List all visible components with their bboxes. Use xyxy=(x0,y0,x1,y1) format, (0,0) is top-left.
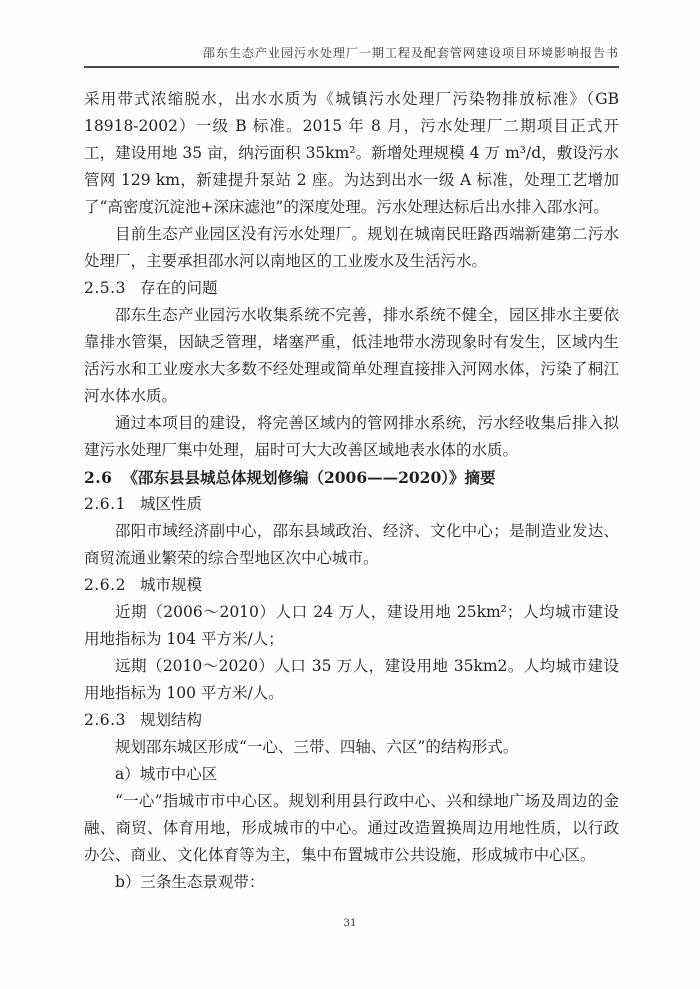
section-heading-2-6 xyxy=(84,464,619,491)
section-heading-2-6-3 xyxy=(84,707,619,734)
paragraph: 远期（2010～2020）人口 35 万人，建设用地 35km2。人均城市建设用地指标为 100 平方米/人。 xyxy=(84,657,619,702)
list-item-a: a）城市中心区 xyxy=(115,765,218,783)
paragraph-continued: 采用带式浓缩脱水，出水水质为《城镇污水处理厂污染物排放标准》（GB 18918-2002）一级 B 标准。2015 年 8 月，污水处理厂二期项目正式开工，建设用地 35 亩，纳污面积 35km²。新增处理规模 4 万 m³/d，敷设污水管网 129 km，新建提升泵站 2 座。为达到出水一级 A 标准，处理工艺增加了“高密度沉淀池+深床滤池”的深度处理。污水处理达标后出水排入邵水河。 xyxy=(84,90,619,216)
section-number: 2.6.2 xyxy=(84,576,126,594)
paragraph: 近期（2006～2010）人口 24 万人，建设用地 25km²；人均城市建设用地指标为 104 平方米/人； xyxy=(84,603,619,648)
section-heading-2-6-1 xyxy=(84,491,619,518)
section-title: 规划结构 xyxy=(139,711,202,729)
document-body xyxy=(84,86,619,896)
section-number: 2.6.3 xyxy=(84,711,126,729)
page-number: 31 xyxy=(343,917,357,929)
page-header xyxy=(84,44,619,68)
header-title: 邵东生态产业园污水处理厂一期工程及配套管网建设项目环境影响报告书 xyxy=(202,46,619,60)
paragraph: “一心”指城市市中心区。规划利用县行政中心、兴和绿地广场及周边的金融、商贸、体育用地，形成城市的中心。通过改造置换周边用地性质，以行政办公、商业、文化体育等为主，集中布置城市公共设施，形成城市中心区。 xyxy=(84,792,619,864)
section-title: 《邵东县县城总体规划修编（2006——2020）》摘要 xyxy=(122,468,496,487)
section-title: 城市规模 xyxy=(139,576,202,594)
page-footer xyxy=(0,917,700,929)
section-number: 2.5.3 xyxy=(84,279,126,297)
section-number: 2.6 xyxy=(84,468,113,487)
paragraph: 邵阳市域经济副中心，邵东县域政治、经济、文化中心；是制造业发达、商贸流通业繁荣的综合型地区次中心城市。 xyxy=(84,522,619,567)
paragraph: 目前生态产业园区没有污水处理厂。规划在城南民旺路西端新建第二污水处理厂，主要承担邵水河以南地区的工业废水及生活污水。 xyxy=(84,225,619,270)
section-heading-2-5-3 xyxy=(84,275,619,302)
paragraph: 通过本项目的建设，将完善区域内的管网排水系统，污水经收集后排入拟建污水处理厂集中处理，届时可大大改善区域地表水体的水质。 xyxy=(84,414,619,459)
section-heading-2-6-2 xyxy=(84,572,619,599)
paragraph: 规划邵东城区形成“一心、三带、四轴、六区”的结构形式。 xyxy=(115,738,519,756)
section-number: 2.6.1 xyxy=(84,495,126,513)
section-title: 存在的问题 xyxy=(139,279,218,297)
paragraph: 邵东生态产业园污水收集系统不完善，排水系统不健全，园区排水主要依靠排水管渠，因缺乏管理，堵塞严重，低洼地带水涝现象时有发生，区域内生活污水和工业废水大多数不经处理或简单处理直接排入河网水体，污染了桐江河水体水质。 xyxy=(84,306,619,405)
section-title: 城区性质 xyxy=(139,495,202,513)
list-item-b: b）三条生态景观带： xyxy=(115,873,265,891)
